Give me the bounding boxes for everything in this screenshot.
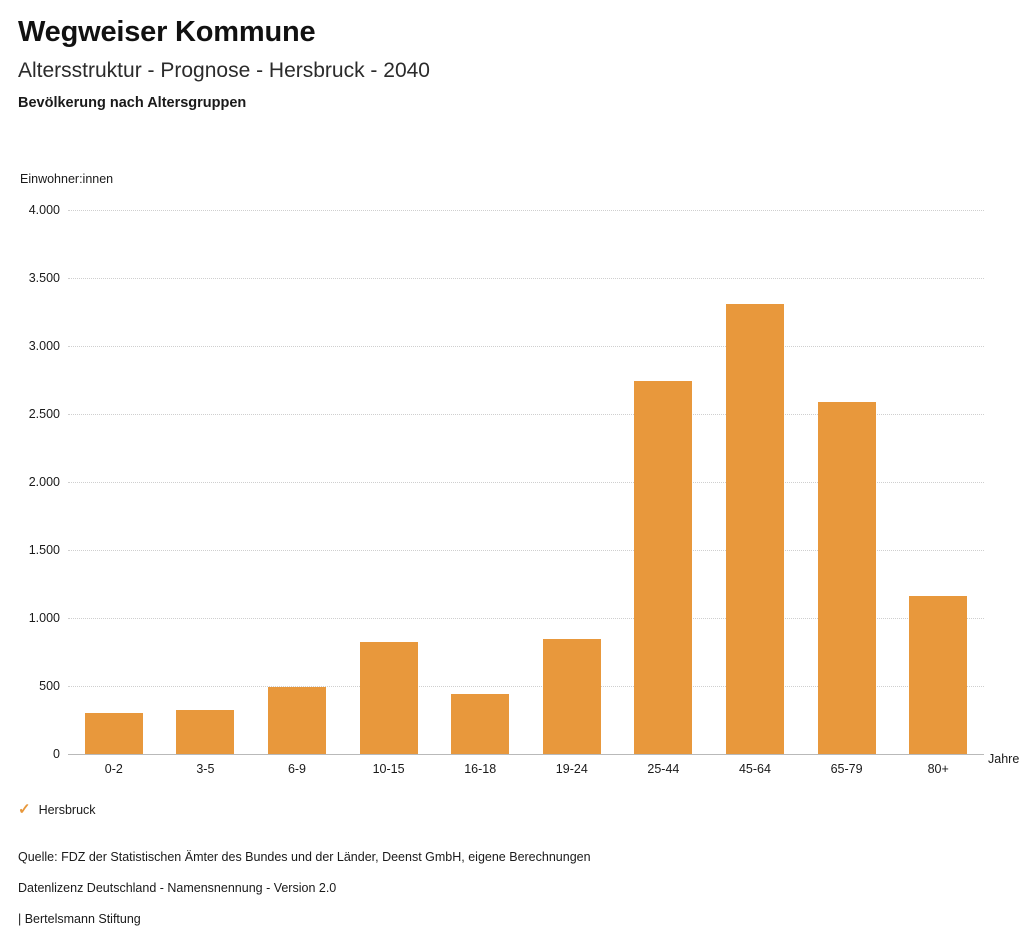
chart-canvas	[0, 160, 1024, 780]
y-tick-label: 1.500	[28, 543, 60, 557]
bar-slot	[434, 210, 526, 754]
y-tick-label: 3.500	[28, 271, 60, 285]
chart-legend[interactable]	[18, 802, 96, 817]
x-tick-label: 25-44	[647, 762, 680, 776]
bar[interactable]	[634, 381, 692, 754]
check-icon: ✓	[18, 801, 31, 818]
bar[interactable]	[176, 710, 234, 754]
x-tick-label: 19-24	[555, 762, 588, 776]
x-tick-label: 16-18	[464, 762, 497, 776]
page-title: Wegweiser Kommune	[18, 16, 316, 48]
footer-publisher: | Bertelsmann Stiftung	[18, 912, 141, 926]
bar-slot	[251, 210, 343, 754]
chart-footer	[18, 842, 998, 935]
bar[interactable]	[726, 304, 784, 754]
y-tick-label: 4.000	[28, 203, 60, 217]
x-tick-label: 80+	[927, 762, 949, 776]
bar-slot	[526, 210, 618, 754]
x-tick-label: 6-9	[287, 762, 307, 776]
y-tick-label: 0	[53, 747, 60, 761]
legend-item-label: Hersbruck	[38, 802, 96, 817]
y-tick-label: 3.000	[28, 339, 60, 353]
plot-area	[28, 203, 984, 776]
y-tick-label: 2.500	[28, 407, 60, 421]
y-tick-label: 1.000	[28, 611, 60, 625]
bar-slot	[801, 210, 893, 754]
x-tick-label: 65-79	[830, 762, 863, 776]
x-tick-label: 10-15	[372, 762, 405, 776]
bar[interactable]	[818, 402, 876, 754]
footer-source: Quelle: FDZ der Statistischen Ämter des Bundes und der Länder, Deenst GmbH, eigene Berechnungen	[18, 850, 591, 864]
x-tick-label: 3-5	[196, 762, 215, 776]
bar-slot	[160, 210, 252, 754]
chart-description: Bevölkerung nach Altersgruppen	[18, 95, 247, 111]
bar-slot	[892, 210, 984, 754]
bar[interactable]	[451, 694, 509, 754]
bar[interactable]	[360, 642, 418, 754]
bar-slot	[709, 210, 801, 754]
gridline	[68, 754, 984, 755]
chart-header	[18, 14, 1006, 114]
y-tick-label: 2.000	[28, 475, 60, 489]
bar-slot	[618, 210, 710, 754]
x-axis-label: Jahre	[988, 752, 1020, 766]
bar-slot	[68, 210, 160, 754]
x-tick-label: 45-64	[738, 762, 771, 776]
footer-license: Datenlizenz Deutschland - Namensnennung - Version 2.0	[18, 881, 337, 895]
bar[interactable]	[268, 687, 326, 754]
bar[interactable]	[543, 639, 601, 754]
y-tick-label: 500	[39, 679, 60, 693]
bar-series	[68, 210, 984, 754]
bar[interactable]	[909, 596, 967, 754]
bar[interactable]	[85, 713, 143, 754]
chart-subtitle: Altersstruktur - Prognose - Hersbruck - 2040	[18, 59, 430, 82]
y-axis-label: Einwohner:innen	[20, 172, 114, 186]
x-tick-label: 0-2	[104, 762, 123, 776]
bar-slot	[343, 210, 435, 754]
